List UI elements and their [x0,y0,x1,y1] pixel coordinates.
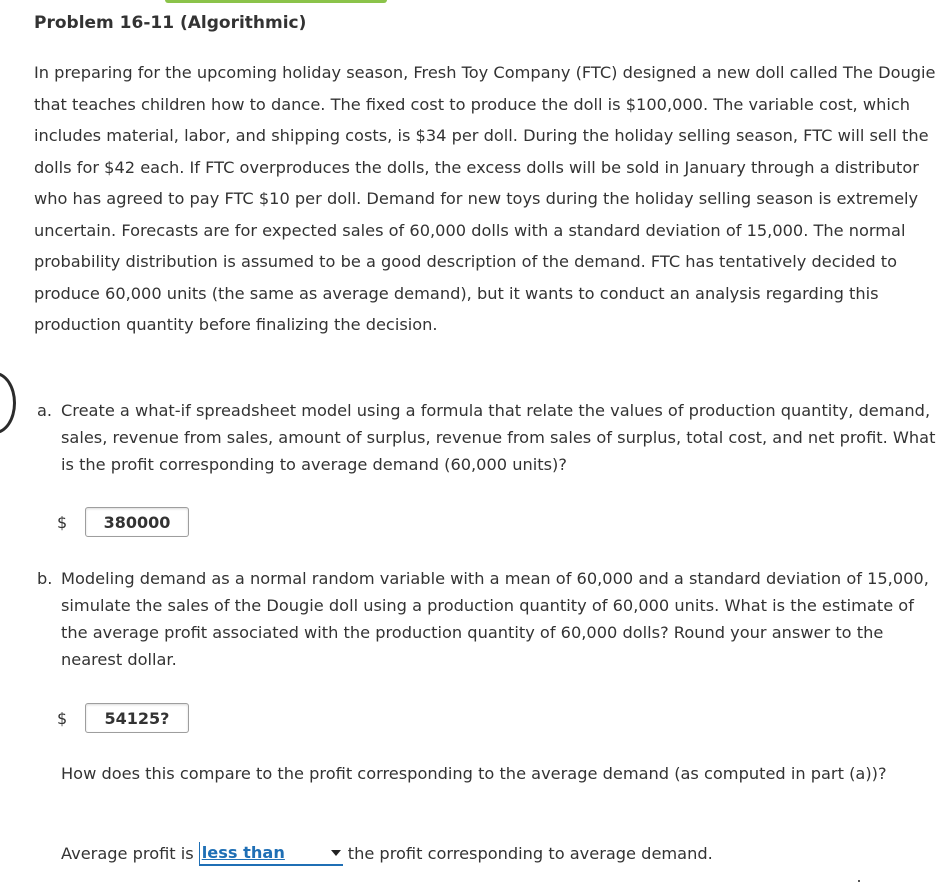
part-b-currency: $ [57,708,68,728]
chevron-down-icon [331,850,341,856]
part-a-answer-input[interactable]: 380000 [85,507,189,537]
problem-intro: In preparing for the upcoming holiday season, Fresh Toy Company (FTC) designed a new doll called The Dougie that teaches children how to dance. The fixed cost to produce the doll is $100,000. The variable cost, which includes material, labor, and shipping costs, is $34 per doll. During the holiday selling season, FTC will sell the dolls for $42 each. If FTC overproduces the dolls, the excess dolls will be sold in January through a distributor who has agreed to pay FTC $10 per doll. Demand for new toys during the holiday selling season is extremely uncertain. Forecasts are for expected sales of 60,000 dolls with a standard deviation of 15,000. The normal probability distribution is assumed to be a good description of the demand. FTC has tentatively decided to produce 60,000 units (the same as average demand), but it wants to conduct an analysis regarding this production quantity before finalizing the decision. [34,63,936,334]
part-a-text: Create a what-if spreadsheet model using a formula that relate the values of production quantity, demand, sales, revenue from sales, amount of surplus, revenue from sales of surplus, total cost, and net profit. What is the profit corresponding to average demand (60,000 units)? [61,401,936,474]
part-b-compare-question: How does this compare to the profit corresponding to the average demand (as computed in part (a))? [61,764,887,783]
part-b-letter: b. [37,569,53,588]
fill-suffix: the profit corresponding to average demand. [347,844,713,863]
part-a-currency: $ [57,512,68,532]
question-nav-circle[interactable] [0,372,16,434]
decorative-dot [858,880,860,882]
part-a-answer-row [57,507,189,537]
problem-title: Problem 16-11 (Algorithmic) [34,13,307,33]
part-b-fill-sentence [61,841,713,867]
part-b-question [37,565,945,673]
part-a-question [37,397,945,478]
part-a-letter: a. [37,401,53,420]
comparison-select[interactable] [199,842,343,866]
comparison-select-value: less than [201,843,285,862]
part-b-answer-row [57,703,189,733]
part-b-text: Modeling demand as a normal random variable with a mean of 60,000 and a standard deviation of 15,000, simulate the sales of the Dougie doll using a production quantity of 60,000 units. What is the estimate of the average profit associated with the production quantity of 60,000 dolls? Round your answer to the nearest dollar. [61,569,929,669]
fill-prefix: Average profit is [61,844,194,863]
top-progress-bar [165,0,387,3]
part-b-answer-input[interactable]: 54125? [85,703,189,733]
